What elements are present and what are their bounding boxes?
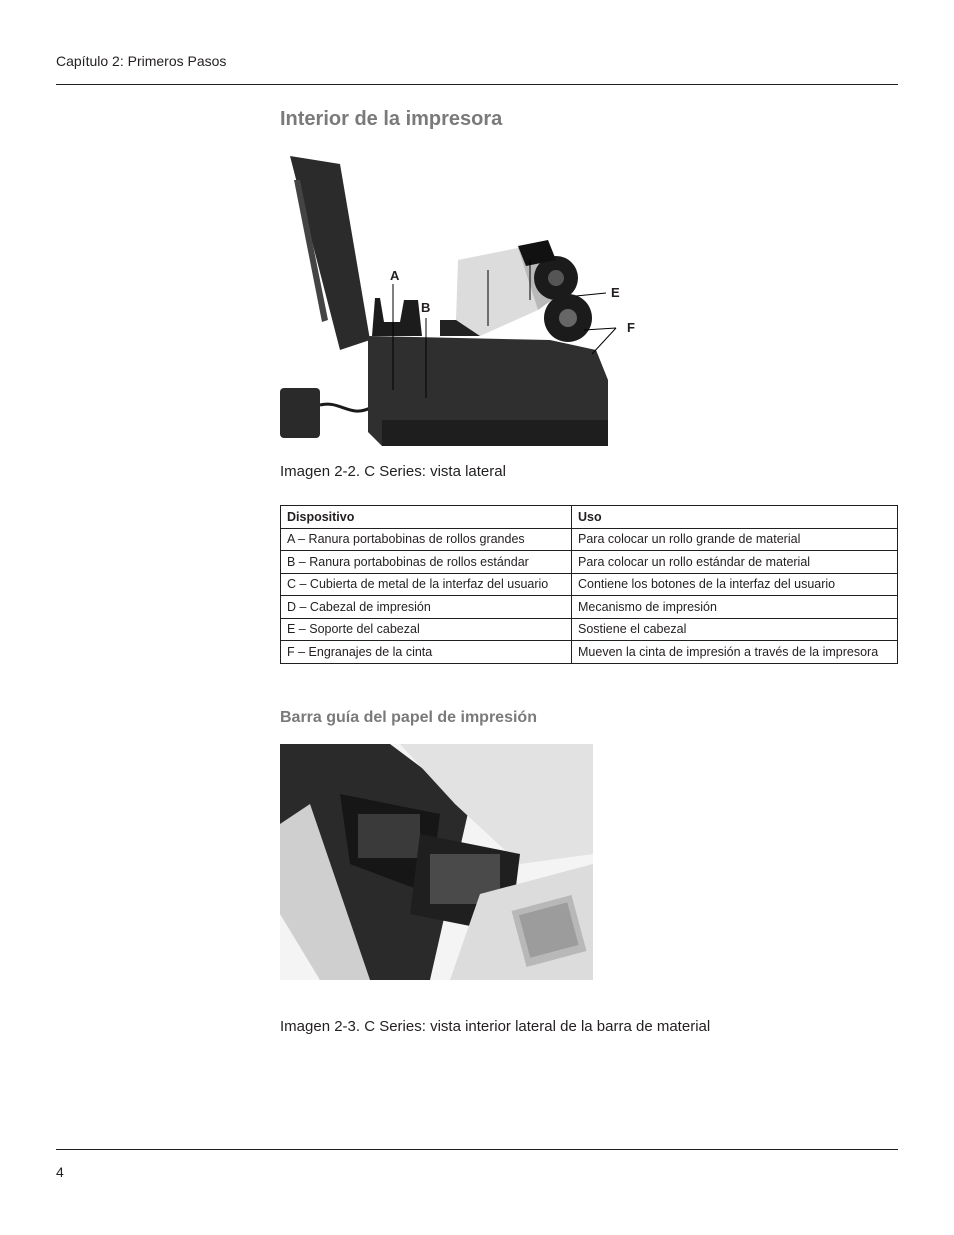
- figure-label-b: B: [421, 300, 431, 315]
- table-cell-use: Contiene los botones de la interfaz del usuario: [572, 573, 898, 596]
- figure-label-e: E: [611, 285, 620, 300]
- table-row: [281, 641, 898, 664]
- table-cell-use: Mecanismo de impresión: [572, 596, 898, 619]
- table-cell-device: D – Cabezal de impresión: [281, 596, 572, 619]
- table-cell-use: Para colocar un rollo grande de material: [572, 528, 898, 551]
- media-bar-interior-image: [280, 744, 593, 980]
- section-title: Interior de la impresora: [280, 108, 503, 130]
- table-cell-use: Para colocar un rollo estándar de material: [572, 551, 898, 574]
- table-row: [281, 551, 898, 574]
- table-row: [281, 528, 898, 551]
- table-cell-device: A – Ranura portabobinas de rollos grandes: [281, 528, 572, 551]
- table-row: [281, 573, 898, 596]
- subsection-title: Barra guía del papel de impresión: [280, 709, 537, 726]
- figure-caption: Imagen 2-3. C Series: vista interior lateral de la barra de material: [280, 1018, 711, 1035]
- figure-label-a: A: [390, 268, 400, 283]
- page-number: 4: [56, 1164, 64, 1180]
- table-cell-device: E – Soporte del cabezal: [281, 618, 572, 641]
- footer-rule: [56, 1149, 898, 1150]
- device-table: [280, 505, 898, 664]
- table-row: [281, 596, 898, 619]
- figure-label-f: F: [627, 320, 635, 335]
- table-header-row: [281, 506, 898, 529]
- figure-caption: Imagen 2-2. C Series: vista lateral: [280, 463, 506, 480]
- table-cell-use: Sostiene el cabezal: [572, 618, 898, 641]
- table-cell-device: B – Ranura portabobinas de rollos estándar: [281, 551, 572, 574]
- header-rule: [56, 84, 898, 85]
- table-header-device: Dispositivo: [281, 506, 572, 529]
- table-cell-device: C – Cubierta de metal de la interfaz del usuario: [281, 573, 572, 596]
- printer-side-view-image: [280, 150, 640, 450]
- table-cell-use: Mueven la cinta de impresión a través de la impresora: [572, 641, 898, 664]
- table-row: [281, 618, 898, 641]
- running-header: Capítulo 2: Primeros Pasos: [56, 53, 227, 69]
- table-cell-device: F – Engranajes de la cinta: [281, 641, 572, 664]
- table-header-use: Uso: [572, 506, 898, 529]
